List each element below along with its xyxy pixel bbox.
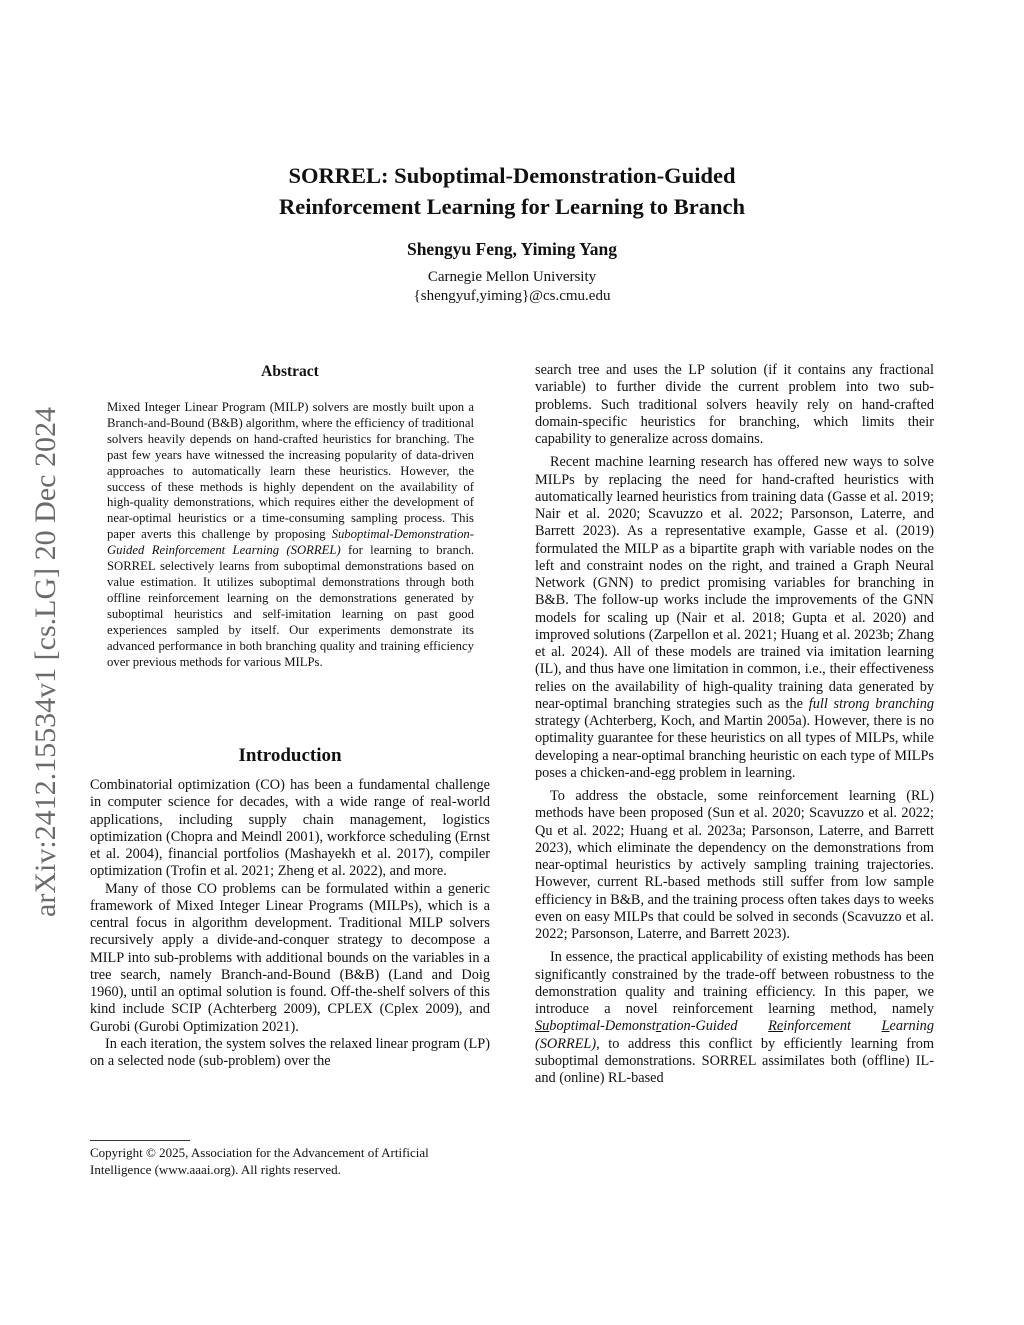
arxiv-identifier: arXiv:2412.15534v1 [cs.LG] 20 Dec 2024 xyxy=(29,407,62,917)
paper-title xyxy=(90,160,934,222)
footnote-rule xyxy=(90,1140,190,1141)
method-full-name: Suboptimal-Demonstration-Guided Reinforcement Learning (SORREL) xyxy=(535,1018,934,1052)
intro-paragraph-1: Combinatorial optimization (CO) has been a fundamental challenge in computer science for decades, with a wide range of real-world applications, including supply chain management, logistics optimization (Chopra and Meindl 2001), workforce scheduling (Ernst et al. 2004), financial portfolios (Mashayekh et al. 2017), compiler optimization (Trofin et al. 2021; Zheng et al. 2022), and more. xyxy=(90,777,490,880)
copyright-footnote: Copyright © 2025, Association for the Advancement of Artificial Intelligence (www.aaai.org). All rights reserved. xyxy=(90,1145,429,1177)
intro-paragraph-6: In essence, the practical applicability of existing methods has been significantly constrained by the trade-off between robustness to the demonstration quality and training efficiency. In this paper, we introduce a novel reinforcement learning method, namely Suboptimal-Demonstration-Guided Reinforcement Learning (SORREL), to address this conflict by efficiently learning from suboptimal demonstrations. SORREL assimilates both (offline) IL- and (online) RL-based xyxy=(535,949,934,1086)
title-line-2: Reinforcement Learning for Learning to Branch xyxy=(279,194,745,219)
title-line-1: SORREL: Suboptimal-Demonstration-Guided xyxy=(288,163,736,188)
affiliation: Carnegie Mellon University xyxy=(427,269,597,285)
introduction-section xyxy=(90,744,490,1070)
abstract-section xyxy=(90,362,490,670)
introduction-heading: Introduction xyxy=(238,745,342,766)
right-column xyxy=(535,362,934,1087)
full-strong-branching-italic: full strong branching xyxy=(808,695,934,712)
intro-paragraph-2: Many of those CO problems can be formulated within a generic framework of Mixed Integer Linear Programs (MILPs), which is a central focus in algorithm development. Traditional MILP solvers recursively apply a divide-and-conquer strategy to decompose a MILP into sub-problems with additional bounds on the variables in a tree search, namely Branch-and-Bound (B&B) (Land and Doig 1960), until an optimal solution is found. Off-the-shelf solvers of this kind include SCIP (Achterberg 2009), CPLEX (Cplex 2009), and Gurobi (Gurobi Optimization 2021). xyxy=(90,880,490,1035)
abstract-heading: Abstract xyxy=(261,363,319,380)
intro-paragraph-3: In each iteration, the system solves the relaxed linear program (LP) on a selected node (sub-problem) over the xyxy=(90,1035,490,1069)
affiliation-block xyxy=(90,268,934,306)
method-name-italic: Suboptimal-Demonstration-Guided Reinforcement Learning (SORREL) xyxy=(107,527,474,558)
intro-paragraph-3-continued: search tree and uses the LP solution (if it contains any fractional variable) to further divide the current problem into two sub-problems. Such traditional solvers heavily rely on hand-crafted domain-specific heuristics for branching, which limits their capability to generalize across domains. xyxy=(535,362,934,447)
author-list: Shengyu Feng, Yiming Yang xyxy=(406,239,618,259)
abstract-text: Mixed Integer Linear Program (MILP) solvers are mostly built upon a Branch-and-Bound (B&B) algorithm, where the efficiency of traditional solvers heavily depends on hand-crafted heuristics for branching. The past few years have witnessed the increasing popularity of data-driven approaches to automatically learn these heuristics. However, the success of these methods is highly dependent on the availability of high-quality demonstrations, which requires either the development of near-optimal heuristics or a time-consuming sampling process. This paper averts this challenge by proposing Suboptimal-Demonstration-Guided Reinforcement Learning (SORREL) for learning to branch. SORREL selectively learns from suboptimal demonstrations based on value estimation. It utilizes suboptimal demonstrations through both offline reinforcement learning on the demonstrations generated by suboptimal heuristics and self-imitation learning on past good experiences sampled by itself. Our experiments demonstrate its advanced performance in both branching quality and training efficiency over previous methods for various MILPs. xyxy=(107,400,474,669)
email-address: {shengyuf,yiming}@cs.cmu.edu xyxy=(413,288,611,304)
intro-paragraph-4: Recent machine learning research has offered new ways to solve MILPs by replacing the need for hand-crafted heuristics with automatically learned heuristics from training data (Gasse et al. 2019; Nair et al. 2020; Scavuzzo et al. 2022; Parsonson, Laterre, and Barrett 2023). As a representative example, Gasse et al. (2019) formulated the MILP as a bipartite graph with variable nodes on the left and constraint nodes on the right, and trained a Graph Neural Network (GNN) to predict promising variables for branching in B&B. The follow-up works include the improvements of the GNN models for scaling up (Nair et al. 2018; Gupta et al. 2020) and improved solutions (Zarpellon et al. 2021; Huang et al. 2023b; Zhang et al. 2024). All of these models are trained via imitation learning (IL), and thus have one limitation in common, i.e., their effectiveness relies on the availability of high-quality training data generated by near-optimal branching strategies such as the full strong branching strategy (Achterberg, Koch, and Martin 2005a). However, there is no optimality guarantee for these heuristics on all types of MILPs, while developing a near-optimal branching heuristic on each type of MILPs poses a chicken-and-egg problem in learning. xyxy=(535,454,934,781)
intro-paragraph-5: To address the obstacle, some reinforcement learning (RL) methods have been proposed (Sun et al. 2020; Scavuzzo et al. 2022; Qu et al. 2022; Huang et al. 2023a; Parsonson, Laterre, and Barrett 2023), which eliminate the dependency on the demonstrations from near-optimal heuristics by actively sampling training trajectories. However, current RL-based methods still suffer from low sample efficiency in B&B, and the training process often takes days to weeks even on easy MILPs that could be solved in seconds (Scavuzzo et al. 2022; Parsonson, Laterre, and Barrett 2023). xyxy=(535,788,934,942)
